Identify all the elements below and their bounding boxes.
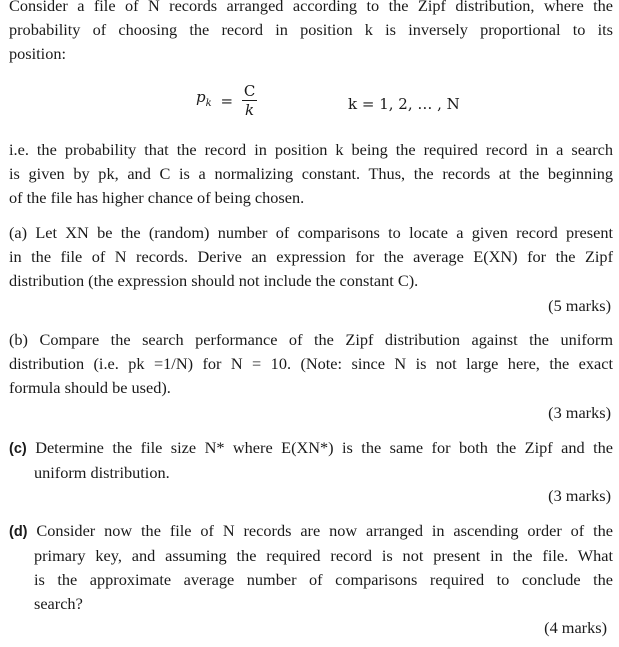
explanation-line-3: of the file has higher chance of being chosen.: [9, 188, 305, 207]
part-c-line-1-wrap: [9, 436, 613, 461]
part-d-line-1: Consider now the file of N records are now arranged in ascending order of the: [36, 521, 614, 540]
formula-equals: =: [220, 91, 234, 110]
explanation-line-1: i.e. the probability that the record in position k being the required record in a search: [9, 140, 613, 159]
intro-line-2: probability of choosing the record in position k is inversely proportional to its: [9, 20, 613, 39]
intro-line-1: Consider a file of N records arranged according to the Zipf distribution, where the: [9, 0, 613, 15]
part-b-line-3: formula should be used).: [9, 378, 171, 397]
explanation-paragraph: [9, 138, 613, 210]
part-a-line-1: (a) Let XN be the (random) number of comparisons to locate a given record present: [9, 223, 613, 242]
part-c-line-1: Determine the file size N* where E(XN*) is the same for both the Zipf and the: [35, 438, 613, 457]
formula-range: k = 1, 2, … , N: [348, 95, 460, 113]
part-b-line-1: (b) Compare the search performance of the Zipf distribution against the uniform: [9, 330, 613, 349]
part-d-marks: (4 marks): [544, 618, 607, 637]
formula-fraction: [242, 82, 257, 119]
part-d: [9, 519, 613, 616]
part-c-marks: (3 marks): [548, 486, 611, 505]
formula-numerator: C: [243, 82, 256, 100]
part-c-line-2: uniform distribution.: [34, 463, 170, 482]
formula-denominator: k: [245, 101, 255, 119]
part-c: [9, 436, 613, 485]
part-c-label: (c): [9, 441, 27, 457]
intro-paragraph: [9, 0, 613, 66]
part-a-line-2: in the file of N records. Derive an expression for the average E(XN) for the Zipf: [9, 247, 613, 266]
part-a-line-3: distribution (the expression should not include the constant C).: [9, 271, 419, 290]
part-d-line-4: search?: [34, 594, 83, 613]
zipf-formula: [196, 82, 257, 119]
part-d-line-3: is the approximate average number of comparisons required to conclude the: [34, 570, 613, 589]
part-b-line-2: distribution (i.e. pk =1/N) for N = 10. (Note: since N is not large here, the exact: [9, 354, 613, 373]
formula-lhs: p: [196, 88, 206, 106]
part-d-label: (d): [9, 524, 28, 540]
intro-line-3: position:: [9, 44, 66, 63]
part-b: [9, 328, 613, 400]
part-a-marks: (5 marks): [548, 296, 611, 315]
part-d-line-2: primary key, and assuming the required record is not present in the file. What: [34, 546, 613, 565]
part-d-line-1-wrap: [9, 519, 613, 544]
explanation-line-2: is given by pk, and C is a normalizing constant. Thus, the records at the beginning: [9, 164, 613, 183]
part-a: [9, 221, 613, 293]
part-b-marks: (3 marks): [548, 403, 611, 422]
formula-lhs-sub: k: [205, 98, 212, 109]
